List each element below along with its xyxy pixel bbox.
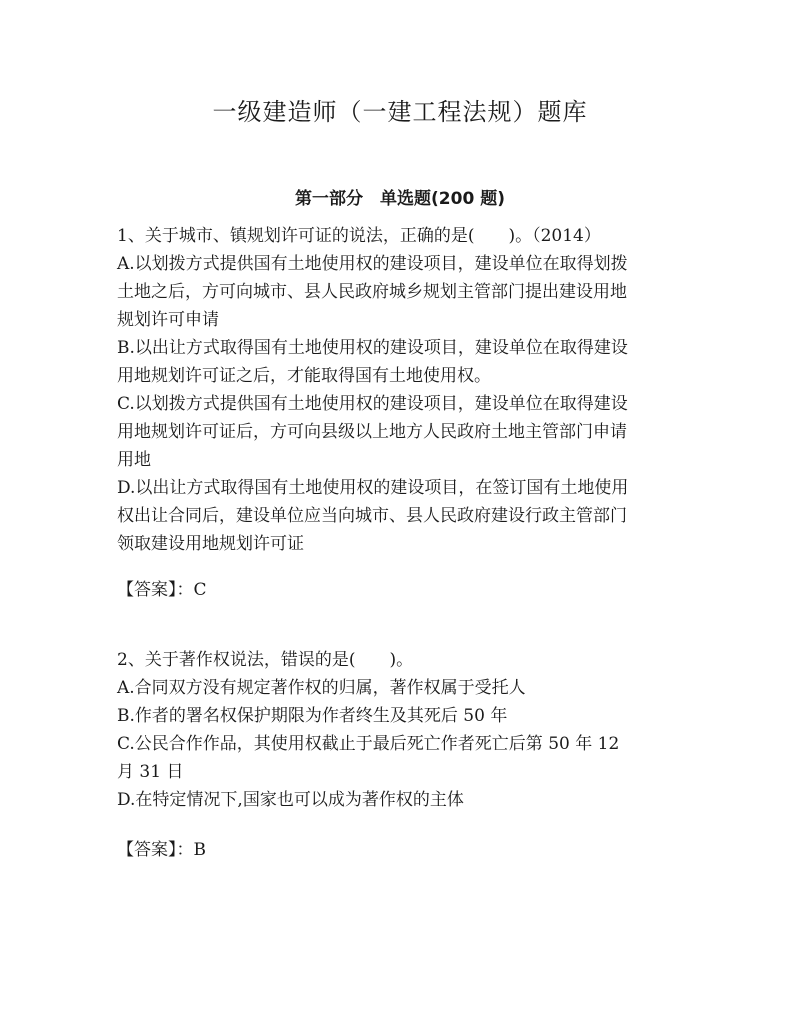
question-1-option-b-line: B.以出让方式取得国有土地使用权的建设项目，建设单位在取得建设 — [117, 338, 628, 358]
question-2 — [117, 646, 677, 814]
question-1-option-c-line: 用地 — [117, 450, 151, 470]
question-2-answer-block — [117, 836, 677, 864]
question-2-option-d-line: D.在特定情况下,国家也可以成为著作权的主体 — [117, 790, 464, 810]
question-2-answer: 【答案】：B — [117, 840, 206, 860]
question-2-option-c-line: C.公民合作作品，其使用权截止于最后死亡作者死亡后第 50 年 12 — [117, 734, 620, 754]
question-2-stem: 2、关于著作权说法，错误的是( )。 — [117, 650, 414, 670]
question-2-option-c-line: 月 31 日 — [117, 762, 184, 782]
question-2-option-b-line: B.作者的署名权保护期限为作者终生及其死后 50 年 — [117, 706, 508, 726]
question-1-option-c-line: C.以划拨方式提供国有土地使用权的建设项目，建设单位在取得建设 — [117, 394, 628, 414]
question-2-option-a-line: A.合同双方没有规定著作权的归属，著作权属于受托人 — [117, 678, 526, 698]
question-1-option-c-line: 用地规划许可证后，方可向县级以上地方人民政府土地主管部门申请 — [117, 422, 627, 442]
question-1-option-a-line: 规划许可申请 — [117, 310, 219, 330]
section-title: 第一部分 单选题(200 题) — [295, 189, 505, 209]
question-1-option-a-line: A.以划拨方式提供国有土地使用权的建设项目，建设单位在取得划拨 — [117, 254, 628, 274]
question-1-option-d-line: D.以出让方式取得国有土地使用权的建设项目，在签订国有土地使用 — [117, 478, 629, 498]
question-1-answer-block — [117, 576, 677, 604]
question-1-answer: 【答案】：C — [117, 580, 207, 600]
question-1-option-d-line: 领取建设用地规划许可证 — [117, 534, 304, 554]
question-1-option-a-line: 土地之后，方可向城市、县人民政府城乡规划主管部门提出建设用地 — [117, 282, 627, 302]
question-1-option-b-line: 用地规划许可证之后，才能取得国有土地使用权。 — [117, 366, 491, 386]
question-1 — [117, 222, 677, 558]
question-1-option-d-line: 权出让合同后，建设单位应当向城市、县人民政府建设行政主管部门 — [117, 506, 627, 526]
question-1-stem: 1、关于城市、镇规划许可证的说法，正确的是( )。（2014） — [117, 226, 601, 246]
document-title: 一级建造师（一建工程法规）题库 — [212, 98, 588, 126]
